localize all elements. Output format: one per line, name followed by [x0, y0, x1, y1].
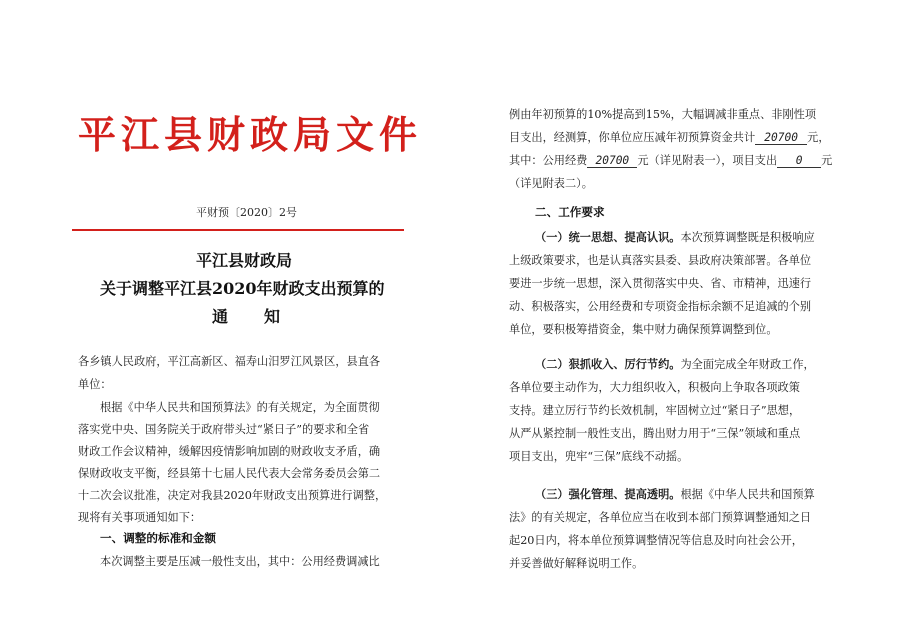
- total-amount-field: 20700: [755, 131, 807, 145]
- document-number: 平财预〔2020〕2号: [196, 206, 297, 219]
- item1-line: 要进一步统一思想，深入贯彻落实中央、省、市精神，迅速行: [509, 277, 812, 290]
- document-header-title: 平江县财政局文件: [78, 112, 423, 157]
- continuation-line3: [509, 152, 832, 168]
- recipients-line2: 单位：: [78, 378, 112, 391]
- item1-line: 单位，要积极筹措资金，集中财力确保预算调整到位。: [509, 323, 778, 336]
- item3-heading: （三）强化管理、提高透明。: [535, 487, 681, 501]
- item2-line: 支持。建立厉行节约长效机制，牢固树立过“紧日子”思想，: [509, 404, 801, 417]
- continuation-line1: 例由年初预算的10%提高到15%，大幅调减非重点、非刚性项: [509, 108, 817, 121]
- continuation-line4: （详见附表二）。: [509, 177, 593, 190]
- intro-line: 落实党中央、国务院关于政府带头过“紧日子”的要求和全省: [78, 423, 370, 436]
- item1-first-line: [535, 229, 815, 245]
- line3-text: 其中：公用经费: [509, 154, 588, 167]
- item3-line: 起20日内，将本单位预算调整情况等信息及时向社会公开，: [509, 534, 803, 547]
- item2-first-line: [535, 356, 815, 372]
- intro-line: 现将有关事项通知如下：: [78, 511, 202, 524]
- public-expense-amount-field: 20700: [587, 154, 637, 168]
- item3-first-line: [535, 486, 815, 502]
- item3-line: 并妥善做好解释说明工作。: [509, 557, 644, 570]
- intro-line: 财政工作会议精神，缓解因疫情影响加剧的财政收支矛盾，确: [78, 445, 381, 458]
- intro-line: 保财政收支平衡，经县第十七届人民代表大会常务委员会第二: [78, 467, 381, 480]
- item2-first-text: 为全面完成全年财政工作，: [680, 358, 815, 371]
- notice-title-char-1: 通: [212, 307, 231, 326]
- intro-line: 十二次会议批准，决定对我县2020年财政支出预算进行调整，: [78, 489, 387, 502]
- section1-line1: 本次调整主要是压减一般性支出，其中：公用经费调减比: [100, 555, 380, 568]
- notice-title-char-2: 知: [264, 307, 283, 326]
- intro-line: 根据《中华人民共和国预算法》的有关规定，为全面贯彻: [100, 401, 380, 414]
- notice-title-line2: 关于调整平江县2020年财政支出预算的: [100, 279, 385, 298]
- continuation-line2: [509, 129, 830, 145]
- right-page: [449, 0, 898, 635]
- item1-line: 上级政策要求，也是认真落实县委、县政府决策部署。各单位: [509, 254, 812, 267]
- line3-unit: 元: [821, 154, 833, 167]
- header-divider-line: [72, 229, 404, 231]
- notice-title-line3: [212, 304, 282, 327]
- recipients-line1: 各乡镇人民政府，平江高新区、福寿山汨罗江风景区，县直各: [78, 355, 381, 368]
- line3-text-mid: 元（详见附表一），项目支出: [637, 154, 778, 167]
- item2-line: 各单位要主动作为，大力组织收入，积极向上争取各项政策: [509, 381, 800, 394]
- project-expense-amount-field: 0: [777, 154, 821, 168]
- section2-heading: 二、工作要求: [535, 205, 605, 219]
- line2-text: 目支出，经测算，你单位应压减年初预算资金共计: [509, 131, 756, 144]
- item2-heading: （二）狠抓收入、厉行节约。: [535, 357, 681, 371]
- item1-first-text: 本次预算调整既是积极响应: [680, 231, 815, 244]
- item1-heading: （一）统一思想、提高认识。: [535, 230, 681, 244]
- item3-line: 法》的有关规定，各单位应当在收到本部门预算调整通知之日: [509, 511, 812, 524]
- item2-line: 从严从紧控制一般性支出，腾出财力用于“三保”领域和重点: [509, 427, 801, 440]
- item2-line: 项目支出，兜牢“三保”底线不动摇。: [509, 450, 689, 463]
- line2-unit: 元，: [807, 131, 830, 144]
- notice-title-line1: 平江县财政局: [196, 251, 293, 270]
- item3-first-text: 根据《中华人民共和国预算: [680, 488, 815, 501]
- section1-heading: 一、调整的标准和金额: [100, 531, 216, 545]
- item1-line: 动、积极落实，公用经费和专项资金指标余额不足追减的个别: [509, 300, 812, 313]
